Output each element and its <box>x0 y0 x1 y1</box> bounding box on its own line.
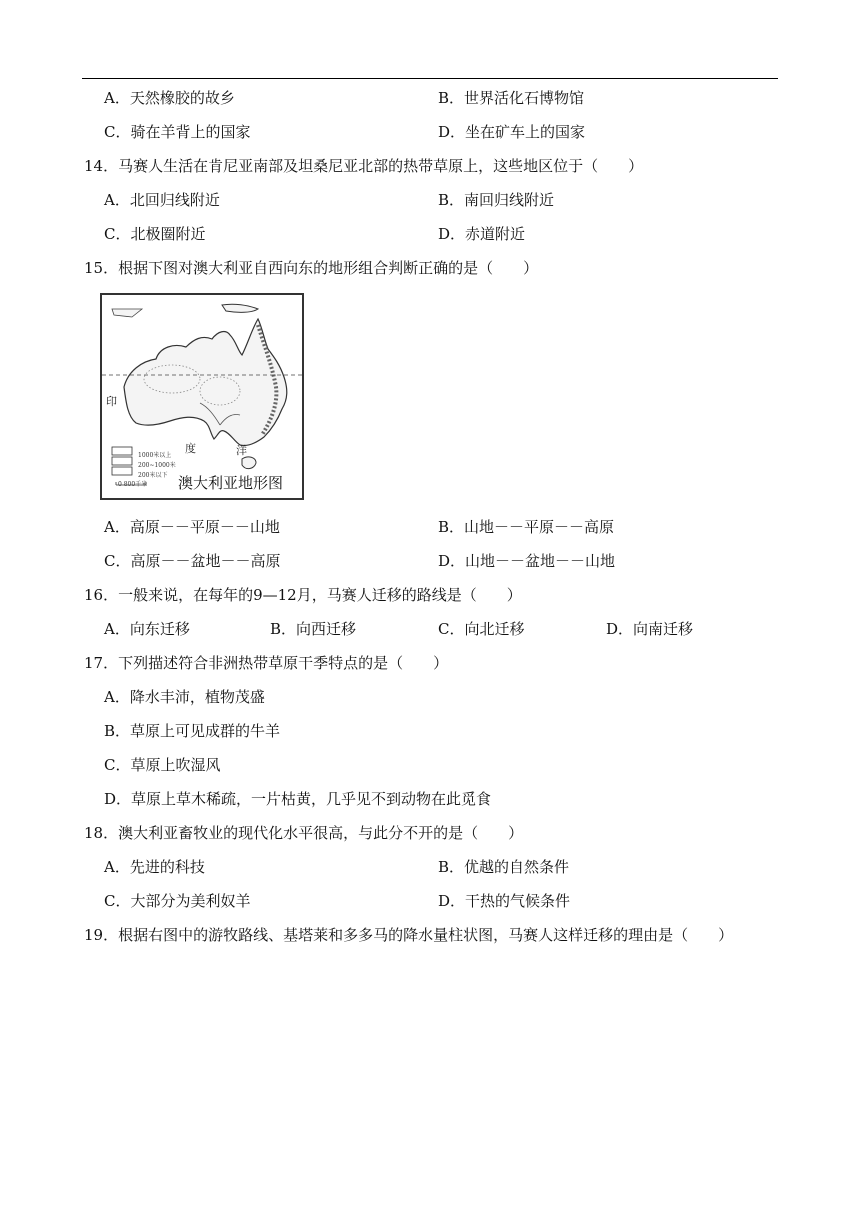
map-ocean-label-3: 洋 <box>236 444 247 457</box>
map-legend-high: 1000米以上 <box>138 452 172 459</box>
q15-stem: 15．根据下图对澳大利亚自西向东的地形组合判断正确的是（ ） <box>84 259 539 277</box>
map-ocean-label-2: 度 <box>185 442 196 455</box>
q18-option-b[interactable]: B．优越的自然条件 <box>438 858 570 876</box>
map-scale-label: 0 800千米 <box>118 481 148 488</box>
q13-option-a[interactable]: A．天然橡胶的故乡 <box>104 89 235 107</box>
q15-option-c[interactable]: C．高原－－盆地－－高原 <box>104 552 281 570</box>
q17-option-c[interactable]: C．草原上吹湿风 <box>104 756 221 774</box>
q16-option-c[interactable]: C．向北迁移 <box>438 620 525 638</box>
q13-option-b[interactable]: B．世界活化石博物馆 <box>438 89 585 107</box>
q14-stem: 14．马赛人生活在肯尼亚南部及坦桑尼亚北部的热带草原上，这些地区位于（ ） <box>84 157 644 175</box>
q16-option-d[interactable]: D．向南迁移 <box>606 620 694 638</box>
q15-option-d[interactable]: D．山地－－盆地－－山地 <box>438 552 616 570</box>
q17-stem: 17．下列描述符合非洲热带草原干季特点的是（ ） <box>84 654 449 672</box>
header-rule <box>82 78 778 79</box>
q14-option-d[interactable]: D．赤道附近 <box>438 225 526 243</box>
q18-option-a[interactable]: A．先进的科技 <box>104 858 205 876</box>
q19-stem: 19．根据右图中的游牧路线、基塔莱和多多马的降水量柱状图，马赛人这样迁移的理由是（ ） <box>84 926 734 944</box>
map-title: 澳大利亚地形图 <box>178 474 284 492</box>
q14-option-b[interactable]: B．南回归线附近 <box>438 191 555 209</box>
q16-option-b[interactable]: B．向西迁移 <box>270 620 357 638</box>
q17-option-b[interactable]: B．草原上可见成群的牛羊 <box>104 722 281 740</box>
map-legend-low: 200米以下 <box>138 472 168 479</box>
q18-option-d[interactable]: D．干热的气候条件 <box>438 892 571 910</box>
q17-option-a[interactable]: A．降水丰沛，植物茂盛 <box>104 688 265 706</box>
q13-option-d[interactable]: D．坐在矿车上的国家 <box>438 123 586 141</box>
q13-option-c[interactable]: C．骑在羊背上的国家 <box>104 123 251 141</box>
q14-option-c[interactable]: C．北极圈附近 <box>104 225 206 243</box>
map-ocean-label-1: 印 <box>106 395 117 408</box>
australia-terrain-map <box>100 293 304 500</box>
australia-outline-figure <box>102 295 302 498</box>
q16-stem: 16．一般来说，在每年的9—12月，马赛人迁移的路线是（ ） <box>84 586 522 604</box>
q14-option-a[interactable]: A．北回归线附近 <box>104 191 220 209</box>
q15-option-a[interactable]: A．高原－－平原－－山地 <box>104 518 280 536</box>
q17-option-d[interactable]: D．草原上草木稀疏，一片枯黄，几乎见不到动物在此觅食 <box>104 790 492 808</box>
q18-option-c[interactable]: C．大部分为美利奴羊 <box>104 892 251 910</box>
q15-option-b[interactable]: B．山地－－平原－－高原 <box>438 518 615 536</box>
q18-stem: 18．澳大利亚畜牧业的现代化水平很高，与此分不开的是（ ） <box>84 824 524 842</box>
map-legend-mid: 200~1000米 <box>138 462 176 469</box>
q16-option-a[interactable]: A．向东迁移 <box>104 620 190 638</box>
